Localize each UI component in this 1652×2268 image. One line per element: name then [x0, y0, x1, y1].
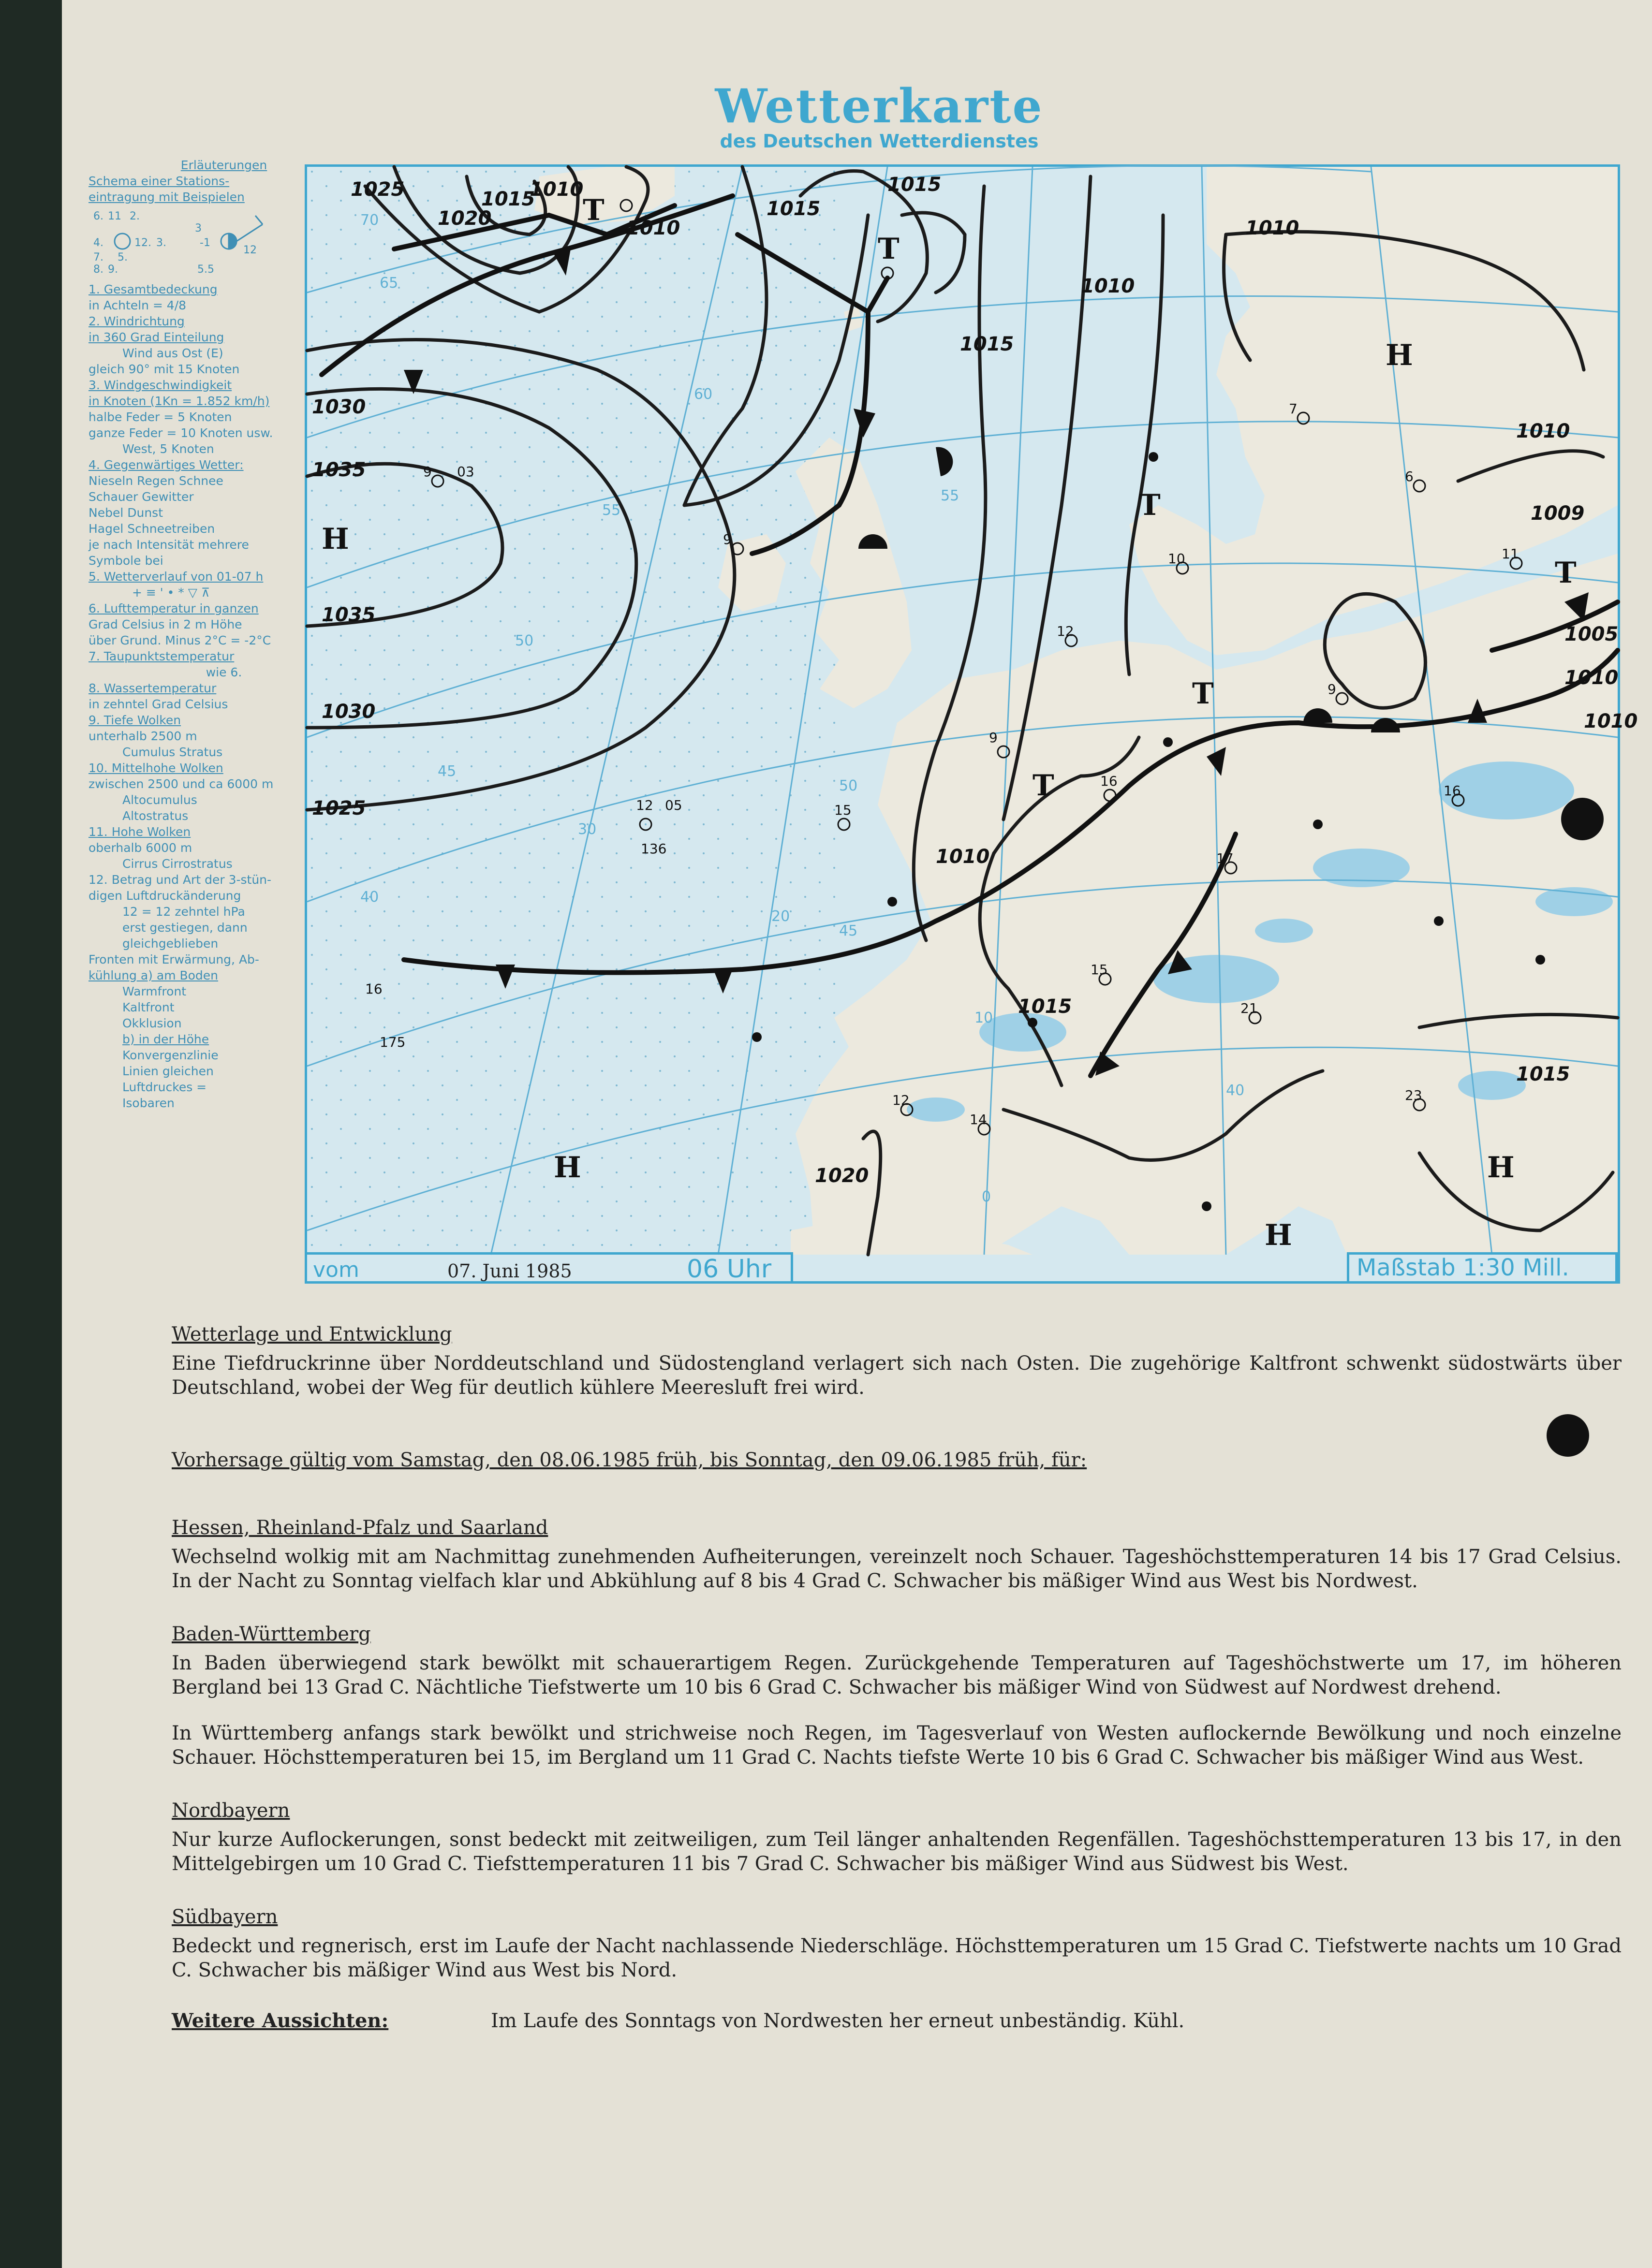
legend-item: Hagel Schneetreiben — [88, 522, 215, 536]
legend-item: Cumulus Stratus — [122, 745, 223, 759]
svg-text:9: 9 — [423, 464, 432, 480]
forecast-sheet — [62, 0, 1652, 2268]
pressure-label: 1030 — [312, 396, 366, 418]
legend-item: Nieseln Regen Schnee — [88, 474, 223, 488]
legend-item: halbe Feder = 5 Knoten — [88, 410, 232, 424]
region-text: In Württemberg anfangs stark bewölkt und strichweise noch Regen, im Tagesverlauf von Westen auflockernde Bewölkung und noch einzelne Schauer. Höchsttemperaturen bei 15, im Bergland um 11 Grad C. Nachts tiefste Werte 10 bis 6 Grad C. Schwacher bis mäßiger Wind aus West. — [172, 1722, 1622, 1769]
aussichten-text: Im Laufe des Sonntags von Nordwesten her erneut unbeständig. Kühl. — [491, 2010, 1185, 2032]
lon-label: 0 — [982, 1188, 991, 1205]
svg-text:14: 14 — [970, 1112, 987, 1127]
legend-item: Nebel Dunst — [88, 506, 163, 520]
punch-hole — [1547, 1414, 1589, 1457]
pressure-label: 1010 — [936, 846, 990, 868]
legend-item: Altostratus — [122, 809, 189, 823]
svg-text:17: 17 — [1216, 850, 1234, 866]
section-heading-aussichten: Weitere Aussichten: — [172, 2009, 389, 2032]
wetterlage-text: Eine Tiefdruckrinne über Norddeutschland und Südostengland verlagert sich nach Osten. Die zugehörige Kaltfront schwenkt südostwärts über Deutschland, wobei der Weg für deutlich kühlere Meeresluft frei wird. — [172, 1352, 1622, 1399]
legend-item: 6. Lufttemperatur in ganzen — [88, 601, 259, 615]
region-heading: Hessen, Rheinland-Pfalz und Saarland — [172, 1517, 548, 1539]
legend-item: über Grund. Minus 2°C = -2°C — [88, 633, 271, 647]
legend-item: Isobaren — [122, 1096, 175, 1110]
pressure-label: 1005 — [1564, 623, 1619, 645]
svg-text:8.: 8. — [93, 263, 103, 276]
lat-label: 55 — [941, 487, 959, 504]
svg-text:9: 9 — [723, 531, 732, 547]
legend-item: Konvergenzlinie — [122, 1048, 219, 1062]
svg-text:9: 9 — [1328, 681, 1336, 697]
legend-item: oberhalb 6000 m — [88, 841, 192, 855]
page-subtitle: des Deutschen Wetterdienstes — [720, 131, 1039, 152]
legend-item: 12. Betrag und Art der 3-stün- — [88, 873, 272, 887]
pressure-label: 1015 — [767, 198, 821, 220]
legend-item: 10. Mittelhohe Wolken — [88, 761, 223, 775]
svg-text:5.: 5. — [118, 251, 128, 263]
legend-item: Warmfront — [122, 984, 187, 998]
svg-text:6: 6 — [1405, 468, 1414, 484]
legend-item: 12 = 12 zehntel hPa — [122, 905, 245, 919]
svg-text:11: 11 — [1502, 546, 1519, 562]
lat-label: 50 — [515, 632, 534, 649]
pressure-label: 1025 — [351, 178, 405, 201]
legend-item: unterhalb 2500 m — [88, 729, 197, 743]
pressure-label: 1015 — [481, 188, 535, 210]
lat-label: 50 — [839, 777, 858, 794]
lon-label: 20 — [771, 908, 790, 925]
svg-text:12: 12 — [1057, 623, 1074, 639]
legend-item: gleich 90° mit 15 Knoten — [88, 362, 240, 376]
high-center-H: H — [1265, 1218, 1292, 1252]
svg-text:2.: 2. — [130, 210, 140, 222]
legend-item: 9. Tiefe Wolken — [88, 713, 181, 727]
region-text: Nur kurze Auflockerungen, sonst bedeckt mit zeitweiligen, zum Teil länger anhaltenden Regenfällen. Tageshöchsttemperaturen 13 bis 17, in den Mittelgebirgen um 10 Grad C. Tiefsttemperaturen 11 bis 7 Grad C. Schwacher bis mäßiger Wind aus Südwest bis West. — [172, 1829, 1622, 1875]
svg-text:136: 136 — [641, 841, 667, 857]
pressure-label: 1025 — [312, 797, 366, 819]
legend-item: 7. Taupunktstemperatur — [88, 649, 235, 663]
map-date: 07. Juni 1985 — [447, 1260, 572, 1282]
title-block — [662, 79, 1097, 152]
pressure-label: 1010 — [1081, 275, 1135, 297]
svg-text:3.: 3. — [156, 237, 166, 249]
legend-item: 11. Hohe Wolken — [88, 825, 191, 839]
svg-text:10: 10 — [1168, 551, 1185, 567]
svg-text:12.: 12. — [134, 237, 151, 249]
lat-label: 65 — [380, 275, 398, 292]
punch-hole — [1561, 798, 1604, 840]
forecast-text — [172, 1322, 1622, 2033]
region-heading: Nordbayern — [172, 1800, 290, 1822]
legend-item: in zehntel Grad Celsius — [88, 697, 228, 711]
legend-item: Altocumulus — [122, 793, 197, 807]
svg-text:16: 16 — [1100, 773, 1118, 789]
pressure-label: 1010 — [1245, 217, 1299, 239]
svg-text:9: 9 — [989, 730, 998, 746]
legend-item: je nach Intensität mehrere — [88, 538, 249, 552]
pressure-label: 1015 — [1516, 1063, 1570, 1085]
svg-text:03: 03 — [457, 464, 474, 480]
high-center-H: H — [322, 522, 349, 556]
legend-item: Okklusion — [122, 1016, 182, 1030]
legend-item: 4. Gegenwärtiges Wetter: — [88, 458, 244, 472]
svg-text:11: 11 — [108, 210, 121, 222]
pressure-label: 1010 — [1564, 667, 1619, 689]
svg-text:23: 23 — [1405, 1087, 1422, 1103]
svg-text:7.: 7. — [93, 251, 103, 263]
legend-item: digen Luftdruckänderung — [88, 889, 241, 903]
high-center-H: H — [1487, 1151, 1515, 1185]
legend-schema-line: eintragung mit Beispielen — [88, 190, 245, 204]
svg-text:175: 175 — [380, 1034, 406, 1050]
pressure-label: 1035 — [322, 604, 376, 626]
section-heading-wetterlage: Wetterlage und Entwicklung — [172, 1323, 452, 1346]
legend-item: Cirrus Cirrostratus — [122, 857, 233, 871]
station-schema-diagram — [88, 205, 292, 278]
legend-item: in 360 Grad Einteilung — [88, 330, 224, 344]
page-title: Wetterkarte — [715, 79, 1044, 133]
map-time: 06 Uhr — [687, 1255, 772, 1284]
svg-text:12: 12 — [243, 244, 257, 256]
lat-label: 70 — [360, 212, 379, 229]
low-center-T: T — [1192, 677, 1214, 711]
pressure-label: 1010 — [530, 178, 584, 201]
legend-item: wie 6. — [206, 665, 242, 679]
pressure-label: 1020 — [815, 1165, 869, 1187]
lat-label: 60 — [694, 386, 713, 403]
svg-text:5.5: 5.5 — [197, 263, 214, 276]
pressure-label: 1020 — [438, 207, 492, 230]
svg-text:16: 16 — [1444, 783, 1461, 799]
low-center-T: T — [1032, 769, 1054, 803]
legend-heading: Erläuterungen — [180, 158, 267, 172]
region-text: Bedeckt und regnerisch, erst im Laufe der Nacht nachlassende Niederschläge. Höchsttemperaturen um 15 Grad C. Tiefstwerte nachts um 10 Grad C. Schwacher bis mäßiger Wind aus West bis Nord. — [172, 1935, 1622, 1981]
map-vom-label: vom — [313, 1258, 359, 1282]
region-heading: Südbayern — [172, 1906, 278, 1928]
legend-item: 8. Wassertemperatur — [88, 681, 217, 695]
lat-label: 55 — [602, 502, 621, 519]
lat-label: 40 — [360, 889, 379, 906]
legend-item: kühlung a) am Boden — [88, 968, 219, 982]
region-text: Wechselnd wolkig mit am Nachmittag zunehmenden Aufheiterungen, vereinzelt noch Schauer. Tageshöchsttemperaturen 14 bis 17 Grad Celsius. In der Nacht zu Sonntag vielfach klar und Abkühlung auf 8 bis 4 Grad C. Schwacher bis mäßiger Wind aus West bis Nordwest. — [172, 1546, 1622, 1592]
svg-text:6.: 6. — [93, 210, 103, 222]
map-scale: Maßstab 1:30 Mill. — [1347, 1252, 1618, 1281]
svg-text:-1: -1 — [200, 237, 210, 249]
low-center-T: T — [878, 232, 900, 266]
region-text: In Baden überwiegend stark bewölkt mit schauerartigem Regen. Zurückgehende Temperaturen auf Tageshöchstwerte um 17, im höheren Bergland bei 13 Grad C. Nächtliche Tiefstwerte um 10 bis 6 Grad C. Schwacher bis mäßiger Wind von Südwest auf Nordwest drehend. — [172, 1652, 1622, 1698]
svg-text:3: 3 — [195, 222, 202, 234]
legend-item: West, 5 Knoten — [122, 442, 214, 456]
pressure-label: 1015 — [1018, 995, 1072, 1018]
svg-text:9.: 9. — [108, 263, 118, 276]
legend-item: in Achteln = 4/8 — [88, 298, 187, 312]
pressure-label: 1035 — [312, 459, 366, 481]
region-heading: Baden-Württemberg — [172, 1623, 371, 1645]
legend-item: zwischen 2500 und ca 6000 m — [88, 777, 274, 791]
pressure-label: 1015 — [960, 333, 1014, 355]
high-center-H: H — [1386, 338, 1413, 372]
aussichten-row — [172, 2009, 1622, 2033]
pressure-label: 1010 — [1516, 420, 1570, 442]
legend-schema-line: Schema einer Stations- — [88, 174, 230, 188]
weather-course-symbols-icon: + ≡ ' • * ▽ ⊼ — [132, 585, 210, 600]
legend-item: 3. Windgeschwindigkeit — [88, 378, 232, 392]
svg-text:21: 21 — [1240, 1000, 1258, 1016]
svg-text:4.: 4. — [93, 237, 103, 249]
legend-item: Kaltfront — [122, 1000, 175, 1014]
weather-map — [305, 164, 1638, 1284]
section-heading-vorhersage: Vorhersage gültig vom Samstag, den 08.06.1985 früh, bis Sonntag, den 09.06.1985 früh, für: — [172, 1449, 1087, 1471]
pressure-label: 1010 — [626, 217, 680, 239]
pressure-label: 1015 — [887, 174, 942, 196]
lat-label: 45 — [839, 922, 858, 939]
lon-label: 10 — [974, 1010, 993, 1026]
pressure-label: 1010 — [1584, 710, 1638, 732]
legend-item: 5. Wetterverlauf von 01-07 h — [88, 570, 264, 584]
legend-item: Schauer Gewitter — [88, 490, 194, 504]
svg-text:16: 16 — [365, 981, 383, 997]
svg-text:15: 15 — [1091, 962, 1108, 978]
svg-text:05: 05 — [665, 797, 682, 813]
legend-item: 2. Windrichtung — [88, 314, 185, 328]
svg-text:15: 15 — [834, 802, 852, 818]
svg-text:12: 12 — [636, 797, 653, 813]
svg-text:12: 12 — [892, 1092, 910, 1108]
weather-map-canvas — [307, 167, 1638, 1281]
lat-label: 45 — [438, 763, 457, 780]
legend-item: 1. Gesamtbedeckung — [88, 282, 218, 296]
svg-text:7: 7 — [1289, 401, 1298, 417]
low-center-T: T — [583, 193, 605, 227]
legend-item: erst gestiegen, dann — [122, 921, 248, 935]
legend-item: b) in der Höhe — [122, 1032, 209, 1046]
pressure-label: 1030 — [322, 701, 376, 723]
legend-item: ganze Feder = 10 Knoten usw. — [88, 426, 273, 440]
lat-label: 40 — [1226, 1082, 1245, 1099]
legend-item: Luftdruckes = — [122, 1080, 207, 1094]
low-center-T: T — [1139, 488, 1161, 522]
legend-item: Linien gleichen — [122, 1064, 214, 1078]
low-center-T: T — [1555, 556, 1577, 590]
legend-item: Fronten mit Erwärmung, Ab- — [88, 952, 259, 966]
legend-item: Wind aus Ost (E) — [122, 346, 223, 360]
legend-item: in Knoten (1Kn = 1.852 km/h) — [88, 394, 270, 408]
legend-item: Grad Celsius in 2 m Höhe — [88, 617, 242, 631]
high-center-H: H — [554, 1151, 581, 1185]
legend-item: gleichgeblieben — [122, 936, 219, 951]
legend-item: Symbole bei — [88, 554, 163, 568]
pressure-label: 1009 — [1531, 502, 1585, 525]
lon-label: 30 — [578, 821, 597, 838]
